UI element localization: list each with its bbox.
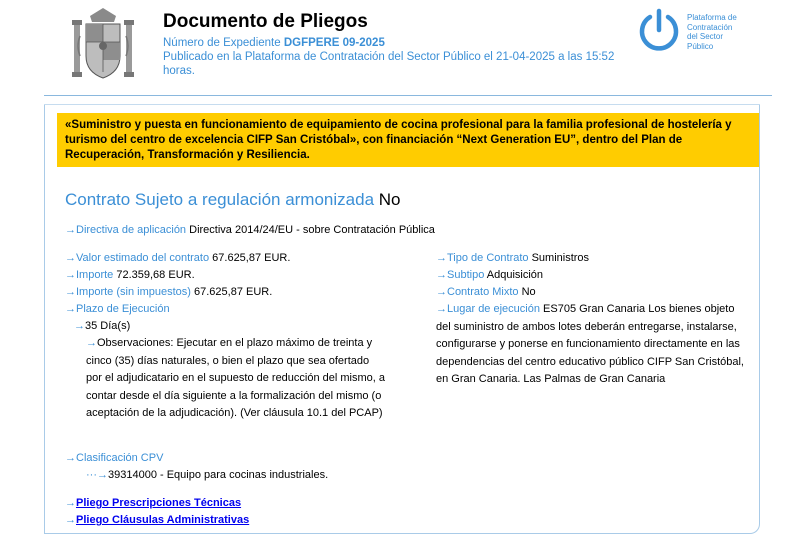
contrato-mixto-row xyxy=(436,284,536,301)
arrow-icon: → xyxy=(65,452,76,464)
expediente-label: Número de Expediente xyxy=(163,37,281,49)
importe-sin-impuestos-value: 67.625,87 EUR. xyxy=(194,286,273,298)
directiva-label: Directiva de aplicación xyxy=(76,224,187,236)
plazo-value-row xyxy=(74,318,130,335)
page-title: Documento de Pliegos xyxy=(163,11,368,32)
cpv-label: Clasificación CPV xyxy=(76,452,164,464)
regulacion-value: No xyxy=(378,190,401,209)
published-line: Publicado en la Plataforma de Contratación del Sector Público el 21-04-2025 a las 15:52 horas. xyxy=(163,51,615,77)
cpv-row xyxy=(65,450,163,467)
arrow-icon: → xyxy=(65,286,76,298)
arrow-icon: → xyxy=(436,269,447,281)
contract-title-banner: «Suministro y puesta en funcionamiento de equipamiento de cocina profesional para la familia profesional de hostelería y turismo del centro de excelencia CIFP San Cristóbal», con financiación “Next Generation EU”, dentro del Plan de Recuperación, Transformación y Resiliencia. xyxy=(57,113,759,167)
plazo-label: Plazo de Ejecución xyxy=(76,303,170,315)
platform-name-line: Público xyxy=(687,41,714,51)
importe-row xyxy=(65,267,195,284)
plazo-row xyxy=(65,301,170,318)
pliego-clausulas-administrativas-link[interactable]: Pliego Cláusulas Administrativas xyxy=(76,514,250,526)
arrow-icon: → xyxy=(436,303,447,315)
lugar-ejecucion-value: ES705 Gran Canaria Los bienes objeto del suministro de ambos lotes deberán entregarse, instalarse, configurarse y ponerse en funcionamiento directamente en las dependencias del centro educativo público CIFP San Cristóbal, en Gran Canaria. Las Palmas de Gran Canaria xyxy=(436,303,744,385)
platform-name-line: del Sector xyxy=(687,32,724,41)
platform-name-line: Contratación xyxy=(687,22,733,32)
subtipo-row xyxy=(436,267,543,284)
platform-name xyxy=(687,13,767,51)
valor-estimado-row xyxy=(65,250,290,267)
observaciones-text: Observaciones: Ejecutar en el plazo máximo de treinta y cinco (35) días naturales, o bien el plazo que sea ofertado por el adjudicatario en el supuesto de reducción del mismo, a contar desde el día siguiente a la formalización del mismo (o aceptación de la adjudicación). (Ver cláusula 10.1 del PCAP) xyxy=(86,337,386,419)
plazo-value: 35 Día(s) xyxy=(85,320,131,332)
arrow-icon: → xyxy=(65,252,76,264)
subtipo-label: Subtipo xyxy=(447,269,485,281)
content-box-top-line xyxy=(44,104,760,105)
arrow-icon: → xyxy=(65,497,76,509)
importe-label: Importe xyxy=(76,269,114,281)
pliego-tecnicas-row xyxy=(65,495,241,512)
directiva-row xyxy=(65,222,435,239)
tipo-contrato-value: Suministros xyxy=(531,252,590,264)
expediente-line xyxy=(163,36,385,50)
arrow-icon: → xyxy=(436,252,447,264)
platform-name-line: Plataforma de xyxy=(687,13,737,22)
importe-sin-impuestos-label: Importe (sin impuestos) xyxy=(76,286,191,298)
contrato-mixto-label: Contrato Mixto xyxy=(447,286,519,298)
tipo-contrato-label: Tipo de Contrato xyxy=(447,252,529,264)
lugar-ejecucion-row xyxy=(436,301,746,389)
valor-estimado-label: Valor estimado del contrato xyxy=(76,252,210,264)
coat-of-arms-icon xyxy=(72,6,134,82)
lugar-ejecucion-label: Lugar de ejecución xyxy=(447,303,540,315)
importe-value: 72.359,68 EUR. xyxy=(116,269,195,281)
cpv-value: 39314000 - Equipo para cocinas industriales. xyxy=(108,469,329,481)
importe-sin-impuestos-row xyxy=(65,284,272,301)
subtipo-value: Adquisición xyxy=(486,269,544,281)
directiva-value: Directiva 2014/24/EU - sobre Contratación Pública xyxy=(189,224,435,236)
pliego-prescripciones-tecnicas-link[interactable]: Pliego Prescripciones Técnicas xyxy=(76,497,242,509)
header-divider xyxy=(44,95,772,96)
tipo-contrato-row xyxy=(436,250,589,267)
platform-power-icon xyxy=(636,8,682,54)
document-header xyxy=(0,0,790,96)
arrow-icon: ···→ xyxy=(86,469,108,481)
arrow-icon: → xyxy=(436,286,447,298)
arrow-icon: → xyxy=(65,269,76,281)
observaciones-row xyxy=(86,335,386,423)
arrow-icon: → xyxy=(74,320,85,332)
pliego-administrativas-row xyxy=(65,512,249,529)
cpv-value-row xyxy=(86,467,328,484)
expediente-value: DGFPERE 09-2025 xyxy=(283,37,385,49)
contrato-mixto-value: No xyxy=(521,286,536,298)
arrow-icon: → xyxy=(86,337,97,349)
regulacion-armonizada-heading xyxy=(65,190,401,210)
valor-estimado-value: 67.625,87 EUR. xyxy=(212,252,291,264)
arrow-icon: → xyxy=(65,514,76,526)
arrow-icon: → xyxy=(65,224,76,236)
arrow-icon: → xyxy=(65,303,76,315)
regulacion-label: Contrato Sujeto a regulación armonizada xyxy=(65,190,375,209)
